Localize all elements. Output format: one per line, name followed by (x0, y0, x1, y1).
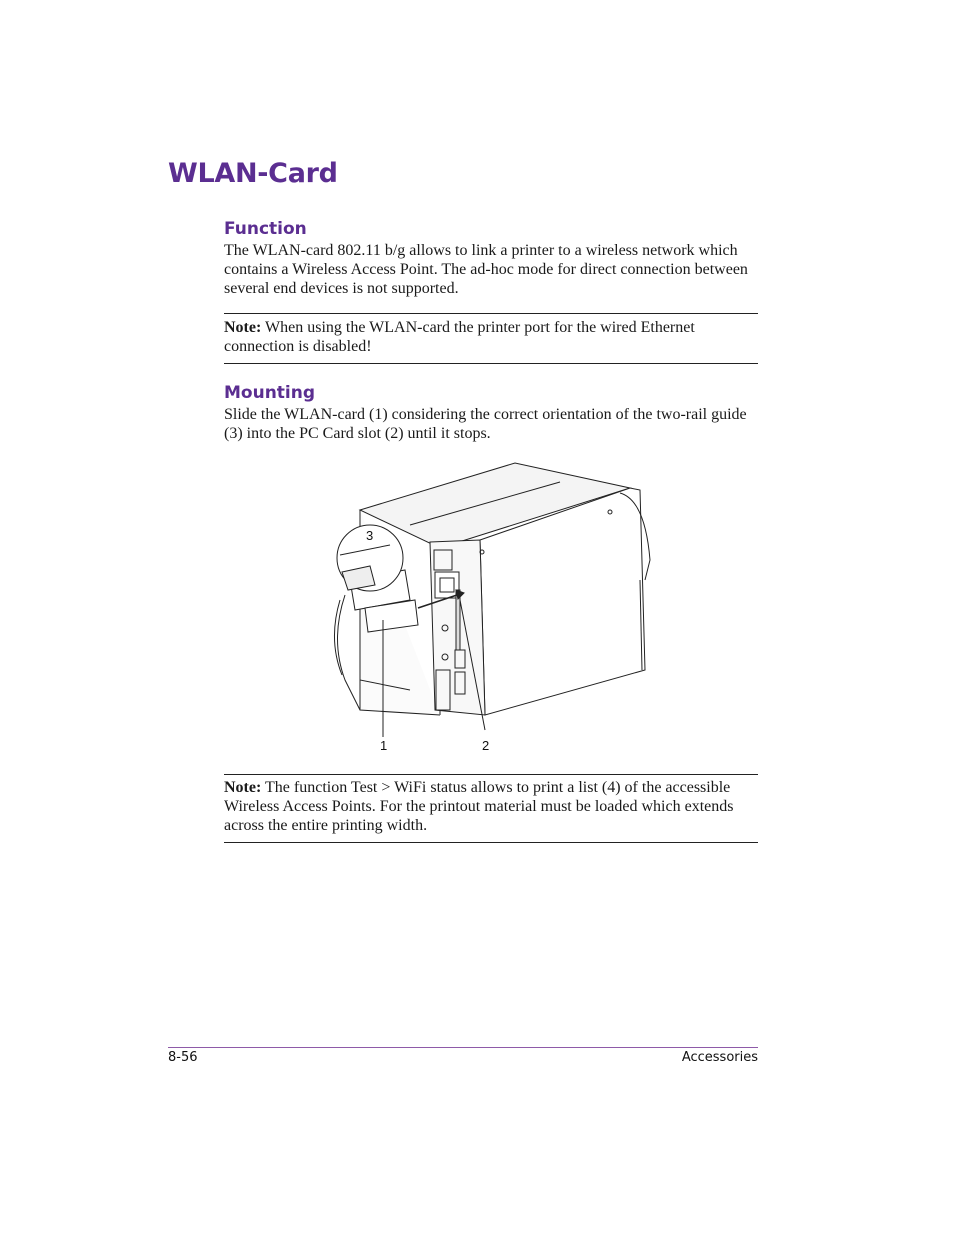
note2-bottom-rule (224, 842, 758, 843)
note1-label: Note: (224, 319, 262, 336)
function-paragraph: The WLAN-card 802.11 b/g allows to link a printer to a wireless network which contains a Wireless Access Point. The ad-hoc mode for direct connection between several end devices is not supported. (224, 242, 748, 297)
printer-illustration (320, 460, 660, 760)
mounting-paragraph: Slide the WLAN-card (1) considering the correct orientation of the two-rail guide (3) into the PC Card slot (2) until it stops. (224, 406, 747, 442)
function-heading: Function (224, 219, 307, 239)
note2-top-rule (224, 774, 758, 775)
footer-rule (168, 1047, 758, 1048)
note2-text: The function Test > WiFi status allows to print a list (4) of the accessible Wireless Access Points. For the printout material must be loaded which extends across the entire printing width. (224, 779, 734, 834)
figure-label-3: 3 (366, 528, 374, 543)
figure-label-2: 2 (482, 738, 490, 753)
printer-figure (320, 460, 660, 760)
note1-paragraph (224, 318, 760, 356)
page-title: WLAN-Card (168, 158, 338, 189)
mounting-heading: Mounting (224, 383, 316, 403)
footer-section: Accessories (681, 1050, 758, 1065)
note2-label: Note: (224, 779, 262, 796)
footer-page-number: 8-56 (168, 1050, 198, 1065)
note1-top-rule (224, 313, 758, 314)
note1-text: When using the WLAN-card the printer port for the wired Ethernet connection is disabled! (224, 319, 695, 355)
note2-paragraph (224, 778, 760, 835)
note1-bottom-rule (224, 363, 758, 364)
figure-label-1: 1 (380, 738, 388, 753)
